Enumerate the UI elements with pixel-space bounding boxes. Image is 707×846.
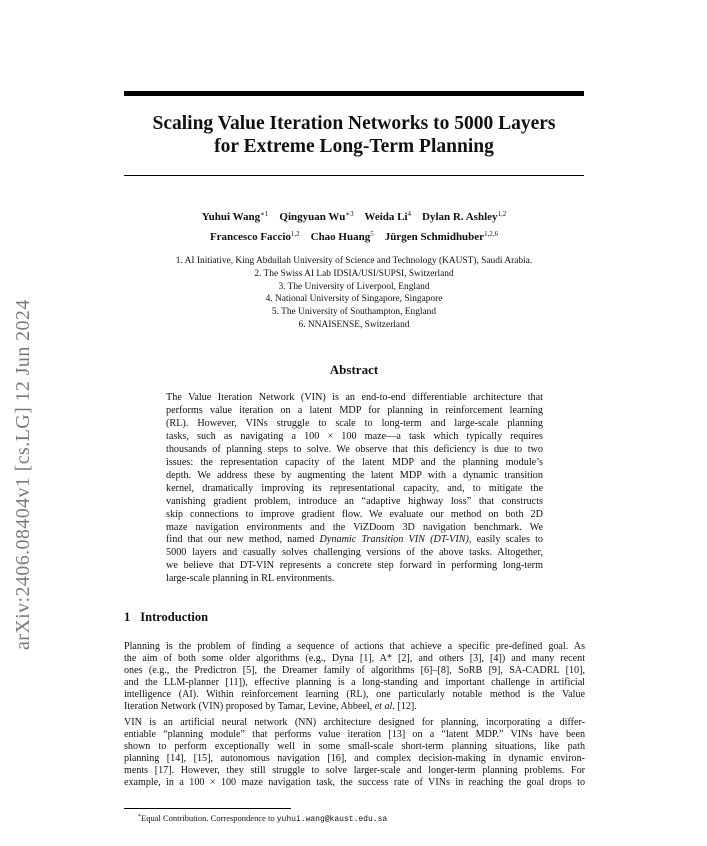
abstract-line: tasks, such as navigating a 100 × 100 maze—a task which typically requires bbox=[166, 430, 543, 442]
arxiv-identifier: arXiv:2406.08404v1 [cs.LG] 12 Jun 2024 bbox=[12, 299, 34, 650]
intro-line: planning [14], [15], autonomous navigation [16], and complex decision-making in dynamic environ- bbox=[124, 753, 585, 765]
affiliation-item: 1. AI Initiative, King Abdullah University of Science and Technology (KAUST), Saudi Arabia. bbox=[175, 256, 533, 266]
intro-line: Planning is the problem of finding a sequence of actions that achieve a specific pre-defined goal. As bbox=[124, 641, 585, 652]
author-name: Qingyuan Wu bbox=[279, 211, 346, 223]
author-affiliation-mark: 5 bbox=[370, 230, 374, 238]
paper-title-line-2: for Extreme Long-Term Planning bbox=[214, 136, 494, 157]
footnote bbox=[138, 813, 387, 824]
et-al: et al. bbox=[374, 701, 395, 713]
citation: [12]. bbox=[397, 701, 417, 713]
author-name: Dylan R. Ashley bbox=[422, 211, 498, 223]
intro-line: intelligence (AI). Within reinforcement learning (RL), one particularly notable method is the Value bbox=[124, 689, 585, 701]
abstract-line: depth. We address these by augmenting the latent MDP with a dynamic transition bbox=[166, 469, 543, 481]
intro-line-final bbox=[124, 701, 585, 713]
footnote-mark: * bbox=[138, 814, 141, 820]
title-top-rule bbox=[124, 91, 584, 96]
abstract-heading: Abstract bbox=[329, 362, 379, 377]
author-name: Francesco Faccio bbox=[209, 231, 291, 243]
abstract-line: performs value iteration on a latent MDP for planning in reinforcement learning bbox=[166, 404, 543, 416]
abstract-line: The Value Iteration Network (VIN) is an end-to-end differentiable architecture that bbox=[166, 392, 543, 403]
affiliations bbox=[124, 255, 584, 332]
abstract-line: issues: the representation capacity of the latent MDP and the planning module’s bbox=[166, 456, 543, 468]
intro-line: shown to perform exceptionally well in some small-scale short-term planning situations, like path bbox=[124, 741, 585, 753]
abstract-body bbox=[166, 392, 543, 586]
footnote-rule bbox=[124, 808, 291, 809]
abstract-line-with-method bbox=[166, 534, 543, 547]
affiliation-item: 3. The University of Liverpool, England bbox=[278, 281, 430, 292]
abstract-text: easily scales to bbox=[476, 534, 543, 546]
author-affiliation-mark: 1,2,6 bbox=[484, 230, 499, 238]
intro-line: entiable “planning module” that performs value iteration [13] on a “latent MDP.” VINs have been bbox=[124, 729, 585, 741]
author-affiliation-mark: 4 bbox=[407, 210, 412, 218]
intro-line: example, in a 100 × 100 maze navigation task, the success rate of VINs in reaching the goal drops to bbox=[124, 777, 585, 789]
abstract-line: thousands of planning steps to solve. We observe that this deficiency is due to two bbox=[166, 443, 543, 455]
author-name: Weida Li bbox=[364, 211, 408, 223]
affiliation-item: 4. National University of Singapore, Singapore bbox=[265, 294, 443, 305]
paper-title-line-1: Scaling Value Iteration Networks to 5000 Layers bbox=[152, 113, 556, 134]
abstract-line: kernel, dramatically improving its representational capacity, and, to mitigate the bbox=[166, 482, 543, 494]
intro-line: and the LLM-planner [11]), effective planning is a long-standing and important challenge in artificial bbox=[124, 677, 585, 689]
author-name: Chao Huang bbox=[310, 231, 371, 243]
affiliation-item: 5. The University of Southampton, England bbox=[271, 307, 437, 318]
method-name: Dynamic Transition VIN (DT-VIN), bbox=[319, 534, 472, 546]
author-affiliation-mark: ∗3 bbox=[345, 210, 354, 218]
abstract-line: large-scale planning in RL environments. bbox=[166, 573, 335, 585]
intro-line: ones (e.g., the Predictron [5], the Dreamer family of algorithms [6]–[8], SoRB [9], SA-CADRL [10], bbox=[124, 665, 585, 677]
author-name: Jürgen Schmidhuber bbox=[384, 231, 485, 243]
abstract-line: we believe that DT-VIN represents a concrete step forward in performing long-term bbox=[166, 560, 543, 572]
intro-text: Iteration Network (VIN) proposed by Tamar, Levine, Abbeel, bbox=[124, 701, 373, 713]
author-name: Yuhui Wang bbox=[201, 211, 261, 223]
abstract-line: (RL). However, VINs struggle to scale to long-term and large-scale planning bbox=[166, 417, 543, 429]
intro-line: ments [17]. However, they still struggle to solve larger-scale and longer-term planning problems. For bbox=[124, 765, 585, 777]
author-affiliation-mark: 1,2 bbox=[497, 210, 507, 218]
author-affiliation-mark: ∗1 bbox=[260, 210, 269, 218]
intro-paragraph-1 bbox=[124, 641, 585, 714]
abstract-line: maze navigation environments and the ViZDoom 3D navigation benchmark. We bbox=[166, 521, 543, 533]
title-bottom-rule bbox=[124, 175, 584, 176]
correspondence-email: yuhui.wang@kaust.edu.sa bbox=[276, 815, 388, 824]
abstract-line: 5000 layers and casually solves challenging versions of the above tasks. Altogether, bbox=[166, 547, 543, 559]
section-heading bbox=[124, 610, 208, 625]
paper-title bbox=[124, 112, 584, 158]
intro-paragraph-2 bbox=[124, 717, 585, 790]
abstract-text: find that our new method, named bbox=[166, 534, 315, 546]
section-title: Introduction bbox=[140, 610, 209, 624]
section-number: 1 bbox=[124, 610, 131, 624]
author-line-2 bbox=[124, 227, 584, 244]
author-line-1 bbox=[124, 207, 584, 224]
abstract-line: skip connections to improve gradient flow. We evaluate our method on both 2D bbox=[166, 508, 543, 520]
abstract-line: vanishing gradient problem, introduce an “adaptive highway loss” that constructs bbox=[166, 495, 543, 507]
affiliation-item: 6. NNAISENSE, Switzerland bbox=[298, 319, 410, 330]
author-affiliation-mark: 1,2 bbox=[290, 230, 300, 238]
footnote-text: Equal Contribution. Correspondence to bbox=[141, 813, 275, 823]
intro-line: VIN is an artificial neural network (NN) architecture designed for planning, incorporating a differ- bbox=[124, 717, 585, 728]
affiliation-item: 2. The Swiss AI Lab IDSIA/USI/SUPSI, Switzerland bbox=[254, 268, 454, 279]
intro-line: the aim of both some older algorithms (e.g., Dyna [1], A* [2], and others [3], [4]) and many recent bbox=[124, 653, 585, 665]
